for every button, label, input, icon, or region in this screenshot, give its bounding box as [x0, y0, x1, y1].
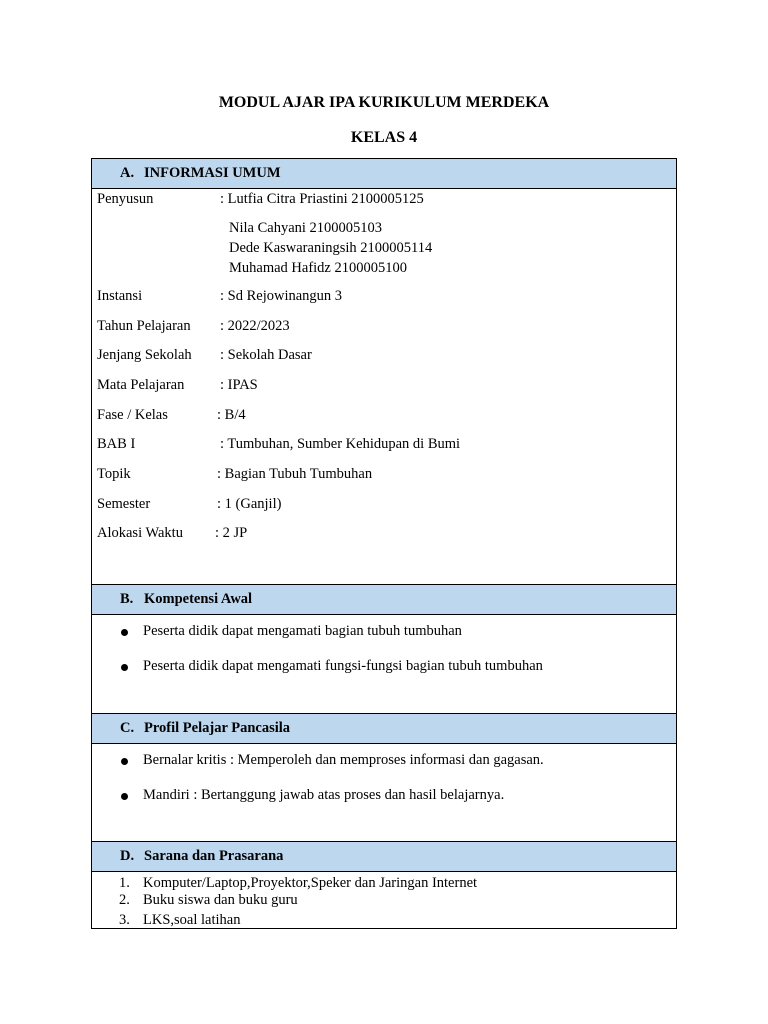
facility-item: Komputer/Laptop,Proyektor,Speker dan Jaringan Internet	[143, 875, 478, 891]
field-value: : 1 (Ganjil)	[217, 496, 282, 512]
bullet-icon	[121, 793, 128, 800]
section-c-letter: C.	[120, 720, 135, 736]
field-value: : Sd Rejowinangun 3	[220, 288, 343, 304]
facility-item: Buku siswa dan buku guru	[143, 892, 298, 908]
field-label: BAB I	[97, 436, 136, 452]
bullet-icon	[121, 664, 128, 671]
section-a-heading: INFORMASI UMUM	[144, 165, 281, 181]
section-c-heading: Profil Pelajar Pancasila	[144, 720, 291, 736]
field-value: : 2022/2023	[220, 318, 290, 334]
field-value: : B/4	[217, 407, 246, 423]
field-label: Topik	[97, 466, 131, 482]
bullet-icon	[121, 629, 128, 636]
competency-item: Peserta didik dapat mengamati fungsi-fungsi bagian tubuh tumbuhan	[143, 658, 543, 674]
profile-item-text: Bertanggung jawab atas proses dan hasil belajarnya.	[201, 787, 505, 803]
profile-item	[143, 787, 504, 804]
profile-item-prefix: Bernalar kritis :	[143, 752, 238, 768]
section-d-heading: Sarana dan Prasarana	[144, 848, 284, 864]
profile-item-text: Memperoleh dan memproses informasi dan gagasan.	[237, 752, 544, 768]
penyusun-label: Penyusun	[97, 191, 154, 207]
field-label: Fase / Kelas	[97, 407, 168, 423]
section-a-header	[92, 158, 676, 189]
module-table	[91, 158, 677, 929]
section-b-heading: Kompetensi Awal	[144, 591, 253, 607]
section-d-letter: D.	[120, 848, 135, 864]
penyusun-name-2: Nila Cahyani 2100005103	[229, 220, 383, 236]
field-label: Alokasi Waktu	[97, 525, 183, 541]
bullet-icon	[121, 758, 128, 765]
profile-item-prefix: Mandiri :	[143, 787, 201, 803]
field-label: Semester	[97, 496, 151, 512]
field-label: Instansi	[97, 288, 143, 304]
profile-item	[143, 752, 544, 769]
document-title: MODUL AJAR IPA KURIKULUM MERDEKA	[218, 94, 550, 111]
section-a-letter: A.	[120, 165, 135, 181]
section-b-header	[92, 584, 676, 615]
field-value: : 2 JP	[215, 525, 248, 541]
field-value: : Bagian Tubuh Tumbuhan	[217, 466, 373, 482]
field-value: : Tumbuhan, Sumber Kehidupan di Bumi	[220, 436, 461, 452]
penyusun-name-1: : Lutfia Citra Priastini 2100005125	[220, 191, 424, 207]
field-value: : IPAS	[220, 377, 258, 393]
penyusun-name-3: Dede Kaswaraningsih 2100005114	[229, 240, 433, 256]
section-c-header	[92, 713, 676, 744]
field-label: Jenjang Sekolah	[97, 347, 192, 363]
list-number: 1.	[119, 875, 130, 891]
field-label: Tahun Pelajaran	[97, 318, 191, 334]
section-d-header	[92, 841, 676, 872]
field-value: : Sekolah Dasar	[220, 347, 312, 363]
section-b-letter: B.	[120, 591, 134, 607]
list-number: 3.	[119, 912, 130, 928]
document-subtitle: KELAS 4	[350, 129, 418, 146]
facility-item: LKS,soal latihan	[143, 912, 241, 928]
penyusun-name-4: Muhamad Hafidz 2100005100	[229, 260, 407, 276]
competency-item: Peserta didik dapat mengamati bagian tubuh tumbuhan	[143, 623, 462, 639]
field-label: Mata Pelajaran	[97, 377, 185, 393]
list-number: 2.	[119, 892, 130, 908]
